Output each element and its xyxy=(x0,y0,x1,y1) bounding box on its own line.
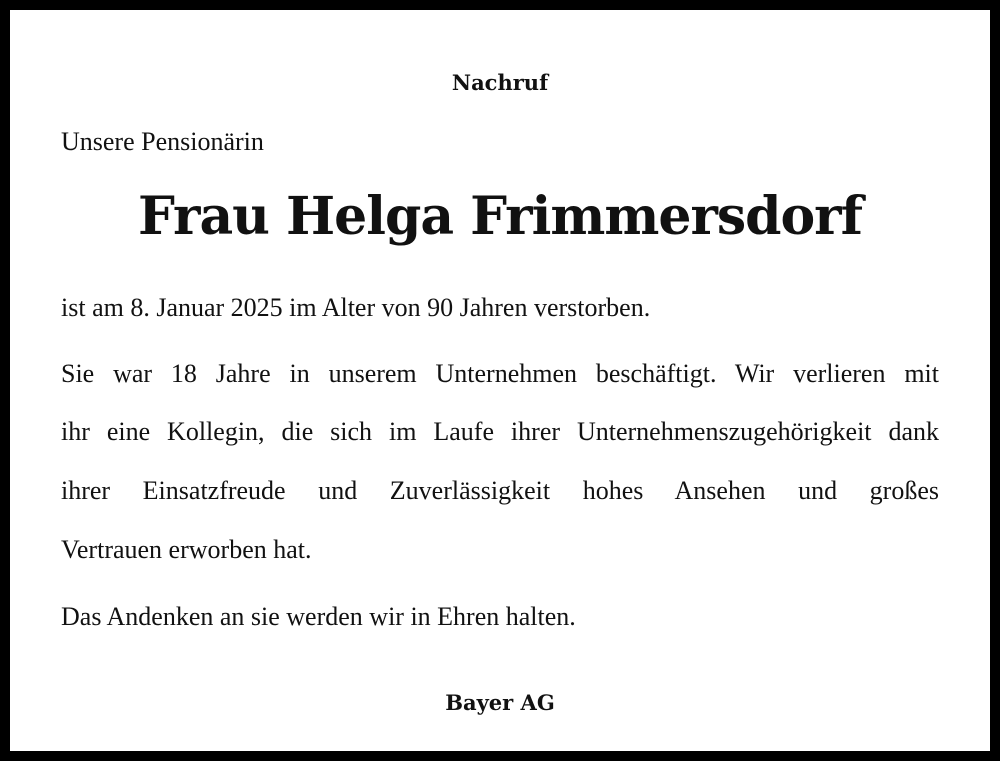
tribute-line: Vertrauen erworben hat. xyxy=(61,535,312,564)
closing-line: Das Andenken an sie werden wir in Ehren halten. xyxy=(61,602,576,631)
notice-heading: Nachruf xyxy=(451,70,549,95)
company-signature: Bayer AG xyxy=(445,690,555,715)
tribute-line: ihr eine Kollegin, die sich im Laufe ihrer Unternehmenszugehörigkeit dank xyxy=(61,417,939,446)
intro-line: Unsere Pensionärin xyxy=(61,127,264,156)
deceased-name: Frau Helga Frimmersdorf xyxy=(138,186,862,247)
tribute-line: ihrer Einsatzfreude und Zuverlässigkeit hohes Ansehen und großes xyxy=(61,476,939,505)
tribute-line: Sie war 18 Jahre in unserem Unternehmen beschäftigt. Wir verlieren mit xyxy=(61,359,939,388)
death-date-line: ist am 8. Januar 2025 im Alter von 90 Jahren verstorben. xyxy=(61,293,651,322)
